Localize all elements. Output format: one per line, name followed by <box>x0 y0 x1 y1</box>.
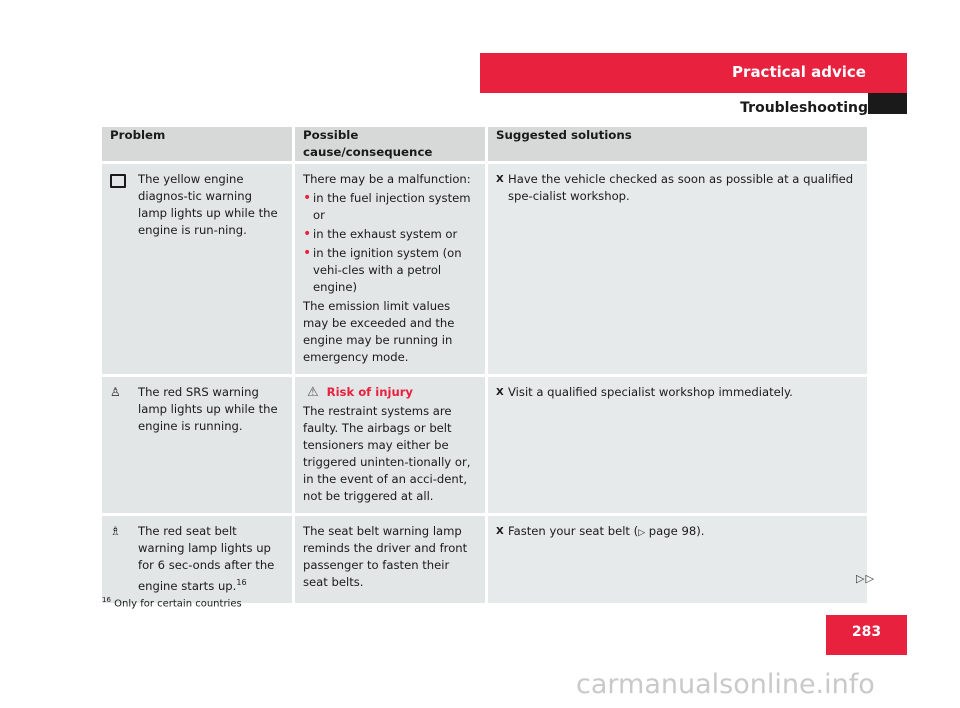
list-item: • in the exhaust system or <box>303 226 458 242</box>
cause-text: The seat belt warning lamp reminds the driver and front passenger to fasten their seat belts. <box>303 524 468 589</box>
footnote-text: Only for certain countries <box>114 598 242 610</box>
footnote-ref: 16 <box>236 578 247 587</box>
action-arrow-icon: X <box>496 526 504 537</box>
warning-triangle-icon: ⚠ <box>307 385 319 400</box>
bullet-icon: • <box>303 245 312 261</box>
srs-airbag-icon: ♙ <box>110 385 121 399</box>
subsection-title: Troubleshooting <box>740 100 868 116</box>
cause-extra: The emission limit values may be exceeded and the engine may be running in emergency mode. <box>303 299 455 364</box>
column-header-problem: Problem <box>102 127 294 163</box>
footnote <box>102 596 242 609</box>
column-header-solution: Suggested solutions <box>487 127 868 163</box>
troubleshooting-table <box>102 127 867 603</box>
bullet-icon: • <box>303 226 312 242</box>
cause-text: The restraint systems are faulty. The airbags or belt tensioners may either be triggered uninten-tionally or, in the event of an acci-dent, not be triggered at all. <box>303 404 471 503</box>
warning-heading: ⚠ Risk of injury <box>307 385 413 400</box>
solution-text: Have the vehicle checked as soon as possible at a qualified spe-cialist workshop. <box>508 172 854 203</box>
bullet-icon: • <box>303 190 312 206</box>
table-row <box>102 515 867 603</box>
page-number: 283 <box>851 624 882 640</box>
section-title: Practical advice <box>732 63 866 81</box>
footnote-number: 16 <box>102 596 111 604</box>
column-header-cause: Possible cause/consequence <box>294 127 487 163</box>
cause-cell <box>294 515 487 603</box>
header-tab-marker <box>868 93 907 114</box>
watermark: carmanualsonline.info <box>576 669 875 700</box>
solution-text: Fasten your seat belt (▷ page 98). <box>508 524 705 538</box>
continue-marker: ▷▷ <box>856 572 875 585</box>
solution-text: Visit a qualified specialist workshop immediately. <box>508 385 793 399</box>
page-reference-link[interactable]: page 98). <box>645 524 705 538</box>
engine-warning-icon <box>110 174 126 188</box>
solution-cell <box>487 163 868 376</box>
page-number-box <box>826 615 907 655</box>
solution-cell <box>487 376 868 515</box>
problem-text: The red seat belt warning lamp lights up for 6 sec-onds after the engine starts up.$^{16}$ <box>138 524 275 593</box>
action-arrow-icon: X <box>496 174 504 185</box>
list-item: • in the ignition system (on vehi-cles with a petrol engine) <box>303 245 462 294</box>
subsection-header <box>480 93 868 121</box>
solution-cell <box>487 515 868 603</box>
cause-intro: There may be a malfunction: <box>303 172 471 186</box>
problem-cell <box>102 515 294 603</box>
action-arrow-icon: X <box>496 387 504 398</box>
problem-cell <box>102 376 294 515</box>
problem-cell <box>102 163 294 376</box>
table-row <box>102 376 867 515</box>
problem-text: The yellow engine diagnos-tic warning lamp lights up while the engine is run-ning. <box>138 172 278 237</box>
problem-text: The red SRS warning lamp lights up while the engine is running. <box>138 385 278 433</box>
list-item: • in the fuel injection system or <box>303 190 471 222</box>
cause-cell <box>294 163 487 376</box>
table-row <box>102 163 867 376</box>
page-ref-arrow-icon: ▷ <box>638 528 646 538</box>
table-header-row <box>102 127 867 163</box>
seat-belt-icon: ♗ <box>110 524 121 538</box>
cause-cell <box>294 376 487 515</box>
section-header <box>480 53 907 93</box>
